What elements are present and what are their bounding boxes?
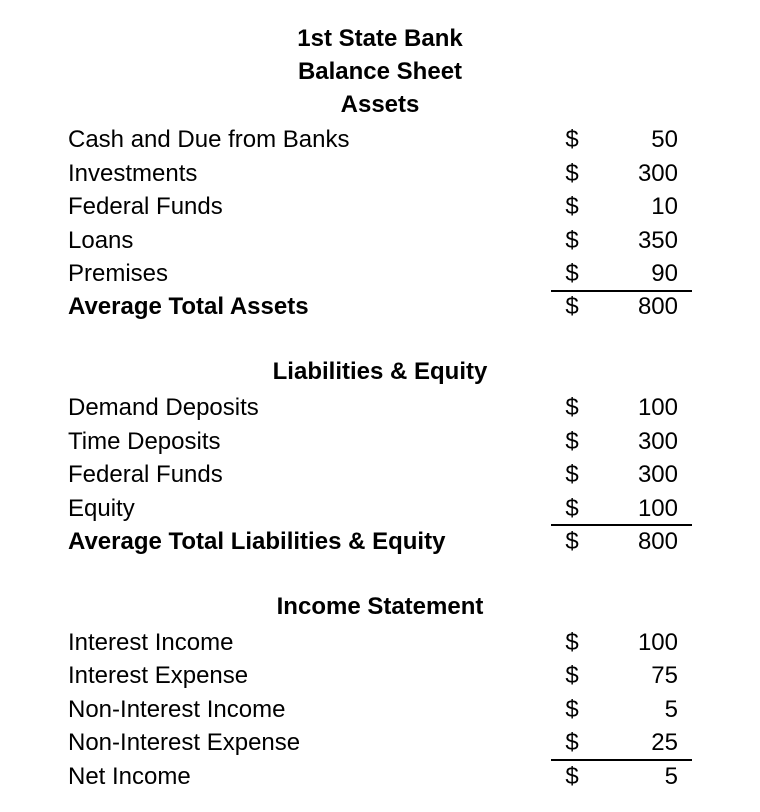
currency-symbol: $ xyxy=(565,394,579,421)
income-statement-heading: Income Statement xyxy=(276,593,484,620)
row-amount: 300 xyxy=(637,160,678,187)
currency-symbol: $ xyxy=(565,193,579,220)
liabilities-row xyxy=(0,391,760,425)
total-label: Net Income xyxy=(68,763,191,790)
currency-symbol: $ xyxy=(565,160,579,187)
bank-name-title: 1st State Bank xyxy=(297,25,463,52)
currency-symbol: $ xyxy=(565,428,579,455)
row-amount: 350 xyxy=(637,227,678,254)
total-amount: 800 xyxy=(637,293,678,320)
currency-symbol: $ xyxy=(565,528,579,555)
row-amount: 25 xyxy=(651,729,678,756)
net-income-row xyxy=(0,760,760,794)
row-label: Interest Income xyxy=(68,629,234,656)
row-label: Time Deposits xyxy=(68,428,221,455)
total-label: Average Total Assets xyxy=(68,293,309,320)
income-row xyxy=(0,726,760,760)
currency-symbol: $ xyxy=(565,629,579,656)
assets-row xyxy=(0,190,760,224)
currency-symbol: $ xyxy=(565,763,579,790)
row-label: Investments xyxy=(68,160,198,187)
currency-symbol: $ xyxy=(565,495,579,522)
row-label: Cash and Due from Banks xyxy=(68,126,350,153)
assets-row xyxy=(0,123,760,157)
row-amount: 100 xyxy=(637,629,678,656)
currency-symbol: $ xyxy=(565,227,579,254)
liabilities-equity-heading: Liabilities & Equity xyxy=(272,358,488,385)
row-amount: 300 xyxy=(637,428,678,455)
currency-symbol: $ xyxy=(565,126,579,153)
row-amount: 100 xyxy=(637,394,678,421)
assets-row xyxy=(0,224,760,258)
row-label: Federal Funds xyxy=(68,461,223,488)
currency-symbol: $ xyxy=(565,260,579,287)
assets-heading: Assets xyxy=(340,91,420,118)
row-amount: 75 xyxy=(651,662,678,689)
row-label: Federal Funds xyxy=(68,193,223,220)
currency-symbol: $ xyxy=(565,461,579,488)
income-row xyxy=(0,659,760,693)
row-amount: 90 xyxy=(651,260,678,287)
row-amount: 50 xyxy=(651,126,678,153)
assets-row xyxy=(0,257,760,291)
row-amount: 10 xyxy=(651,193,678,220)
row-amount: 100 xyxy=(637,495,678,522)
total-label: Average Total Liabilities & Equity xyxy=(68,528,446,555)
row-label: Equity xyxy=(68,495,135,522)
assets-row xyxy=(0,157,760,191)
assets-total-row xyxy=(0,290,760,324)
row-label: Non-Interest Income xyxy=(68,696,286,723)
liabilities-row xyxy=(0,492,760,526)
row-label: Interest Expense xyxy=(68,662,249,689)
row-amount: 5 xyxy=(664,696,678,723)
total-amount: 5 xyxy=(664,763,678,790)
currency-symbol: $ xyxy=(565,729,579,756)
total-amount: 800 xyxy=(637,528,678,555)
liabilities-row xyxy=(0,425,760,459)
income-row xyxy=(0,626,760,660)
currency-symbol: $ xyxy=(565,293,579,320)
row-label: Loans xyxy=(68,227,134,254)
row-label: Demand Deposits xyxy=(68,394,259,421)
liabilities-total-row xyxy=(0,525,760,559)
currency-symbol: $ xyxy=(565,662,579,689)
balance-sheet-title: Balance Sheet xyxy=(297,58,463,85)
row-amount: 300 xyxy=(637,461,678,488)
income-row xyxy=(0,693,760,727)
currency-symbol: $ xyxy=(565,696,579,723)
liabilities-row xyxy=(0,458,760,492)
row-label: Premises xyxy=(68,260,169,287)
row-label: Non-Interest Expense xyxy=(68,729,301,756)
